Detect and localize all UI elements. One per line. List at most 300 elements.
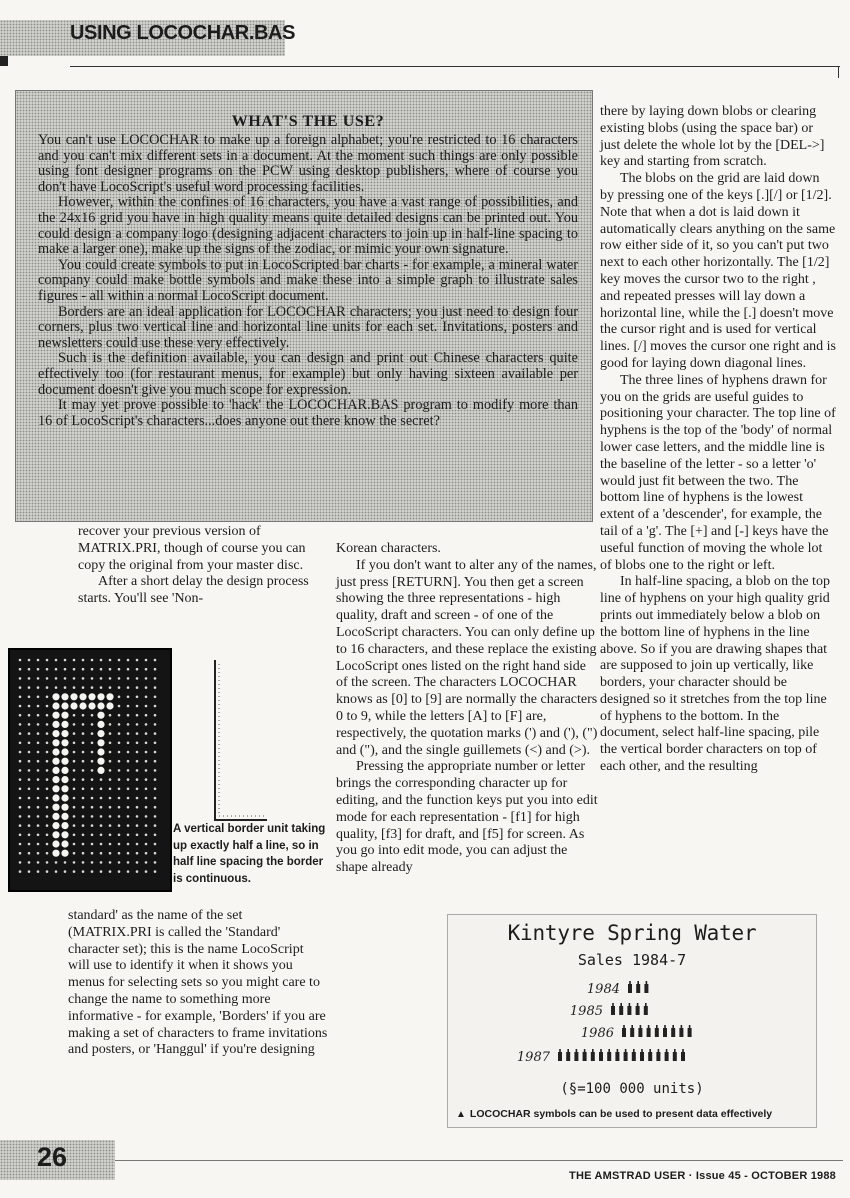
grid-blob [52, 730, 59, 737]
grid-dot [37, 806, 40, 809]
grid-dot [136, 696, 139, 699]
grid-dot [145, 742, 148, 745]
grid-dot [28, 696, 31, 699]
top-rule-tick [838, 66, 839, 78]
body-paragraph: If you don't want to alter any of the names, just press [RETURN]. You then get a screen showing the three representations - high quality, draft and screen - of one of the LocoScript characters. You can only define up to 16 characters, and these replace the existing LocoScript ones listed on the right hand side of the screen. The characters LOCOCHAR knows as [0] to [9] are normally the characters 0 to 9, while the letters [A] to [F] are, respectively, the quotation marks (') and ('), (") and ("), and the single guillemets (<) and (>). [336, 557, 598, 758]
grid-dot [100, 815, 103, 818]
grid-dot [154, 705, 157, 708]
grid-blob [79, 693, 86, 700]
grid-dot [118, 714, 121, 717]
bottle-symbol-1986 [647, 1025, 651, 1037]
grid-dot [37, 751, 40, 754]
grid-dot [37, 705, 40, 708]
grid-blob [52, 785, 59, 792]
grid-blob [61, 813, 68, 820]
grid-dot [19, 696, 22, 699]
grid-dot [46, 686, 49, 689]
grid-dot [118, 659, 121, 662]
grid-dot [19, 861, 22, 864]
bottle-symbol-1985 [611, 1003, 615, 1015]
sidebar-paragraph: Borders are an ideal application for LOCOCHAR characters; you just need to design four corners, plus two vertical line and horizontal line units for each set. Invitations, posters and newsletters could use these very effectively. [38, 303, 578, 351]
grid-dot [91, 852, 94, 855]
grid-dot [154, 769, 157, 772]
category-label: 1986 [580, 1026, 614, 1041]
grid-dot [118, 852, 121, 855]
bottle-symbol-1986 [630, 1025, 634, 1037]
sidebar-paragraph: You can't use LOCOCHAR to make up a foreign alphabet; you're restricted to 16 characters and you can't mix different sets in a document. At the moment such things are only possible using font designer programs on the PCW using desktop publishers, where of course you don't have LocoScript's useful word processing facilities. [38, 132, 578, 195]
grid-dot [118, 723, 121, 726]
grid-dot [145, 843, 148, 846]
grid-dot [37, 714, 40, 717]
grid-dot [145, 797, 148, 800]
grid-dot [136, 815, 139, 818]
grid-dot [37, 788, 40, 791]
grid-dot [28, 870, 31, 873]
grid-dot [37, 778, 40, 781]
grid-blob [52, 748, 59, 755]
grid-dot [28, 732, 31, 735]
grid-dot [82, 806, 85, 809]
grid-blob [97, 693, 104, 700]
grid-dot [37, 824, 40, 827]
grid-dot [91, 742, 94, 745]
grid-blob [97, 748, 104, 755]
category-label: 1984 [586, 982, 620, 997]
grid-dot [55, 870, 58, 873]
grid-dot [145, 870, 148, 873]
grid-dot [73, 760, 76, 763]
grid-blob [61, 831, 68, 838]
chart-title: Kintyre Spring Water [507, 921, 757, 945]
grid-dot [91, 797, 94, 800]
column-left-top [78, 524, 310, 608]
grid-dot [46, 824, 49, 827]
bottle-symbol-1986 [638, 1025, 642, 1037]
grid-dot [145, 788, 148, 791]
bottle-symbol-1986 [679, 1025, 683, 1037]
grid-dot [73, 723, 76, 726]
grid-dot [145, 778, 148, 781]
grid-blob [52, 804, 59, 811]
grid-dot [91, 769, 94, 772]
bottle-symbol-1985 [644, 1003, 648, 1015]
grid-dot [154, 843, 157, 846]
grid-dot [100, 806, 103, 809]
grid-dot [82, 742, 85, 745]
grid-dot [136, 705, 139, 708]
grid-dot [37, 668, 40, 671]
bottle-symbol-1984 [644, 981, 648, 993]
body-paragraph: Korean characters. [336, 541, 441, 556]
grid-dot [46, 870, 49, 873]
grid-dot [118, 677, 121, 680]
bottle-symbol-1986 [655, 1025, 659, 1037]
running-footer: THE AMSTRAD USER · Issue 45 - OCTOBER 1988 [569, 1170, 836, 1182]
grid-dot [127, 686, 130, 689]
grid-dot [109, 751, 112, 754]
grid-blob [61, 776, 68, 783]
grid-dot [73, 861, 76, 864]
grid-dot [82, 834, 85, 837]
grid-dot [109, 668, 112, 671]
grid-dot [91, 714, 94, 717]
grid-dot [154, 760, 157, 763]
grid-dot [37, 760, 40, 763]
grid-dot [73, 852, 76, 855]
grid-blob [52, 712, 59, 719]
grid-dot [64, 659, 67, 662]
grid-dot [73, 824, 76, 827]
grid-dot [91, 760, 94, 763]
grid-dot [91, 686, 94, 689]
grid-blob [61, 748, 68, 755]
grid-dot [73, 742, 76, 745]
grid-blob [52, 840, 59, 847]
bottle-symbol-1987 [558, 1049, 562, 1061]
grid-dot [100, 870, 103, 873]
section-title: USING LOCOCHAR.BAS [70, 22, 296, 44]
grid-dot [109, 861, 112, 864]
grid-dot [82, 760, 85, 763]
grid-dot [73, 806, 76, 809]
grid-dot [37, 742, 40, 745]
grid-blob [52, 813, 59, 820]
bottle-symbol-1986 [663, 1025, 667, 1037]
grid-dot [82, 861, 85, 864]
grid-dot [127, 659, 130, 662]
grid-dot [100, 834, 103, 837]
grid-dot [28, 815, 31, 818]
grid-dot [154, 824, 157, 827]
grid-dot [28, 852, 31, 855]
grid-blob [97, 702, 104, 709]
grid-dot [28, 705, 31, 708]
grid-dot [73, 686, 76, 689]
column-left-bottom [68, 908, 328, 1059]
grid-dot [46, 714, 49, 717]
bottle-symbol-1985 [636, 1003, 640, 1015]
bottle-symbol-1987 [599, 1049, 603, 1061]
grid-dot [145, 686, 148, 689]
grid-dot [100, 824, 103, 827]
grid-dot [19, 852, 22, 855]
grid-dot [46, 797, 49, 800]
grid-blob [88, 693, 95, 700]
grid-blob [52, 739, 59, 746]
grid-dot [91, 668, 94, 671]
grid-dot [73, 815, 76, 818]
grid-blob [88, 702, 95, 709]
grid-blob [61, 804, 68, 811]
figure-border-unit [0, 634, 334, 900]
grid-dot [19, 778, 22, 781]
grid-dot [136, 778, 139, 781]
grid-dot [109, 686, 112, 689]
grid-dot [136, 723, 139, 726]
grid-dot [28, 797, 31, 800]
grid-dot [154, 870, 157, 873]
grid-dot [136, 769, 139, 772]
grid-dot [28, 843, 31, 846]
grid-dot [145, 732, 148, 735]
grid-dot [118, 686, 121, 689]
grid-dot [28, 751, 31, 754]
column-middle [336, 541, 601, 877]
category-label: 1985 [569, 1004, 603, 1019]
grid-dot [55, 686, 58, 689]
grid-dot [37, 815, 40, 818]
grid-blob [61, 840, 68, 847]
grid-dot [127, 806, 130, 809]
grid-dot [82, 659, 85, 662]
grid-dot [46, 760, 49, 763]
grid-dot [19, 760, 22, 763]
grid-dot [46, 659, 49, 662]
grid-dot [46, 696, 49, 699]
grid-dot [109, 815, 112, 818]
grid-dot [91, 732, 94, 735]
grid-dot [55, 677, 58, 680]
body-paragraph: Pressing the appropriate number or letter brings the corresponding character up for editing, and the function keys put you into edit mode for each representation - [f1] for high quality, [f3] for draft, and [f5] for screen. As you go into edit mode, you can adjust the shape already [336, 759, 598, 876]
grid-dot [19, 834, 22, 837]
grid-blob [52, 822, 59, 829]
grid-dot [37, 861, 40, 864]
grid-dot [19, 824, 22, 827]
grid-dot [145, 705, 148, 708]
body-paragraph: there by laying down blobs or clearing existing blobs (using the space bar) or just delete the whole lot by the [DEL->] key and starting from scratch. [600, 104, 825, 170]
grid-dot [154, 797, 157, 800]
grid-dot [127, 852, 130, 855]
figure-caption: A vertical border unit taking up exactly half a line, so in half line spacing the border is continuous. [173, 823, 326, 885]
grid-dot [100, 686, 103, 689]
grid-dot [73, 778, 76, 781]
grid-dot [109, 806, 112, 809]
category-label: 1987 [516, 1050, 550, 1065]
grid-dot [100, 677, 103, 680]
grid-dot [91, 824, 94, 827]
dot-grid-image [10, 650, 170, 890]
grid-dot [154, 751, 157, 754]
grid-dot [145, 760, 148, 763]
grid-dot [46, 788, 49, 791]
grid-dot [28, 659, 31, 662]
grid-blob [61, 758, 68, 765]
grid-dot [118, 696, 121, 699]
triangle-icon: ▲ [456, 1109, 466, 1120]
grid-dot [118, 815, 121, 818]
grid-dot [109, 824, 112, 827]
sidebar-paragraph: You could create symbols to put in LocoScripted bar charts - for example, a mineral water company could make bottle symbols and make these into a simple graph to illustrate sales figures - all within a normal LocoScript document. [38, 256, 578, 304]
grid-dot [127, 778, 130, 781]
chart-caption-text: LOCOCHAR symbols can be used to present data effectively [469, 1108, 773, 1120]
bottle-symbol-1987 [640, 1049, 644, 1061]
grid-dot [46, 732, 49, 735]
grid-blob [106, 702, 113, 709]
grid-dot [145, 861, 148, 864]
column-right [600, 104, 836, 776]
grid-blob [97, 739, 104, 746]
grid-dot [118, 797, 121, 800]
grid-blob [52, 794, 59, 801]
grid-dot [127, 696, 130, 699]
grid-dot [91, 677, 94, 680]
grid-dot [145, 659, 148, 662]
grid-dot [154, 852, 157, 855]
grid-dot [154, 742, 157, 745]
grid-dot [55, 861, 58, 864]
grid-dot [127, 843, 130, 846]
chart-subtitle: Sales 1984-7 [577, 951, 687, 969]
grid-dot [109, 714, 112, 717]
grid-dot [82, 732, 85, 735]
grid-dot [154, 677, 157, 680]
grid-dot [154, 714, 157, 717]
grid-dot [136, 843, 139, 846]
grid-dot [136, 659, 139, 662]
sidebar-box [15, 90, 593, 522]
grid-dot [100, 852, 103, 855]
grid-dot [28, 668, 31, 671]
grid-dot [145, 668, 148, 671]
grid-dot [118, 824, 121, 827]
bottle-symbol-1985 [627, 1003, 631, 1015]
grid-dot [136, 686, 139, 689]
grid-dot [82, 843, 85, 846]
bar-chart [447, 914, 817, 1128]
grid-dot [127, 705, 130, 708]
grid-dot [91, 861, 94, 864]
grid-dot [118, 788, 121, 791]
grid-dot [28, 778, 31, 781]
grid-dot [73, 788, 76, 791]
grid-dot [73, 714, 76, 717]
grid-dot [46, 677, 49, 680]
grid-dot [118, 769, 121, 772]
grid-dot [73, 870, 76, 873]
bottle-symbol-1987 [583, 1049, 587, 1061]
grid-dot [136, 714, 139, 717]
grid-dot [109, 788, 112, 791]
bottle-symbol-1987 [615, 1049, 619, 1061]
grid-dot [136, 852, 139, 855]
grid-dot [37, 769, 40, 772]
grid-dot [19, 751, 22, 754]
grid-dot [28, 861, 31, 864]
grid-dot [127, 797, 130, 800]
grid-dot [28, 723, 31, 726]
grid-dot [127, 769, 130, 772]
grid-dot [55, 659, 58, 662]
grid-dot [109, 723, 112, 726]
grid-dot [19, 714, 22, 717]
grid-dot [82, 788, 85, 791]
grid-dot [82, 815, 85, 818]
grid-dot [37, 834, 40, 837]
sidebar-paragraph: Such is the definition available, you can design and print out Chinese characters quite effectively too (for restaurant menus, for example) but only having sixteen available per document doesn't give you much scope for expression. [38, 350, 578, 398]
grid-dot [82, 870, 85, 873]
grid-dot [19, 659, 22, 662]
grid-dot [136, 861, 139, 864]
grid-dot [145, 723, 148, 726]
grid-dot [91, 870, 94, 873]
body-paragraph: The three lines of hyphens drawn for you on the grids are useful guides to positioning your character. The top line of hyphens is the top of the 'body' of normal lower case letters, and the middle line is the baseline of the letter - so a letter 'o' would just fit between the two. The bottom line of hyphens is the lowest extent of a 'descender', for example, the tail of a 'g'. The [+] and [-] keys have the useful function of moving the whole lot of blobs one to the right or left. [600, 372, 836, 573]
grid-dot [46, 751, 49, 754]
grid-dot [91, 843, 94, 846]
grid-dot [136, 732, 139, 735]
grid-dot [118, 751, 121, 754]
border-unit-print-sample [205, 660, 275, 826]
grid-dot [37, 852, 40, 855]
grid-dot [46, 778, 49, 781]
grid-dot [37, 843, 40, 846]
footer-rule [115, 1160, 843, 1161]
grid-dot [127, 668, 130, 671]
bottle-symbol-1986 [671, 1025, 675, 1037]
grid-dot [64, 686, 67, 689]
grid-dot [154, 778, 157, 781]
grid-dot [28, 788, 31, 791]
bottle-symbol-1987 [574, 1049, 578, 1061]
grid-dot [64, 870, 67, 873]
grid-dot [37, 870, 40, 873]
grid-dot [145, 834, 148, 837]
grid-dot [127, 714, 130, 717]
grid-dot [109, 778, 112, 781]
grid-dot [154, 815, 157, 818]
grid-dot [28, 806, 31, 809]
grid-dot [28, 742, 31, 745]
grid-dot [136, 788, 139, 791]
grid-dot [109, 834, 112, 837]
grid-dot [46, 852, 49, 855]
grid-dot [145, 852, 148, 855]
grid-dot [136, 760, 139, 763]
grid-dot [118, 742, 121, 745]
grid-blob [61, 785, 68, 792]
grid-dot [28, 714, 31, 717]
grid-dot [127, 677, 130, 680]
grid-dot [118, 705, 121, 708]
grid-dot [136, 834, 139, 837]
grid-dot [109, 870, 112, 873]
grid-dot [19, 797, 22, 800]
grid-dot [136, 824, 139, 827]
grid-dot [82, 751, 85, 754]
grid-dot [73, 668, 76, 671]
grid-dot [154, 732, 157, 735]
grid-dot [82, 852, 85, 855]
grid-dot [127, 788, 130, 791]
grid-dot [19, 788, 22, 791]
grid-dot [109, 843, 112, 846]
grid-dot [145, 751, 148, 754]
grid-dot [19, 732, 22, 735]
grid-dot [154, 723, 157, 726]
bottle-symbol-1987 [665, 1049, 669, 1061]
grid-blob [106, 693, 113, 700]
body-paragraph: The blobs on the grid are laid down by pressing one of the keys [.][/] or [1/2]. Note that when a dot is laid down it automatically clears anything on the same row either side of it, so you can't put two next to each other horizontally. The [1/2] key moves the cursor two to the right , and repeated presses will lay down a horizontal line, while the [.] doesn't move the cursor right and is used for vertical lines. [/] moves the cursor one right and is good for laying down diagonal lines. [600, 171, 837, 371]
grid-blob [97, 721, 104, 728]
grid-blob [61, 794, 68, 801]
grid-dot [136, 677, 139, 680]
grid-dot [118, 732, 121, 735]
grid-dot [73, 751, 76, 754]
grid-dot [145, 824, 148, 827]
grid-dot [28, 760, 31, 763]
grid-dot [100, 668, 103, 671]
bottle-symbol-1987 [607, 1049, 611, 1061]
grid-dot [64, 668, 67, 671]
